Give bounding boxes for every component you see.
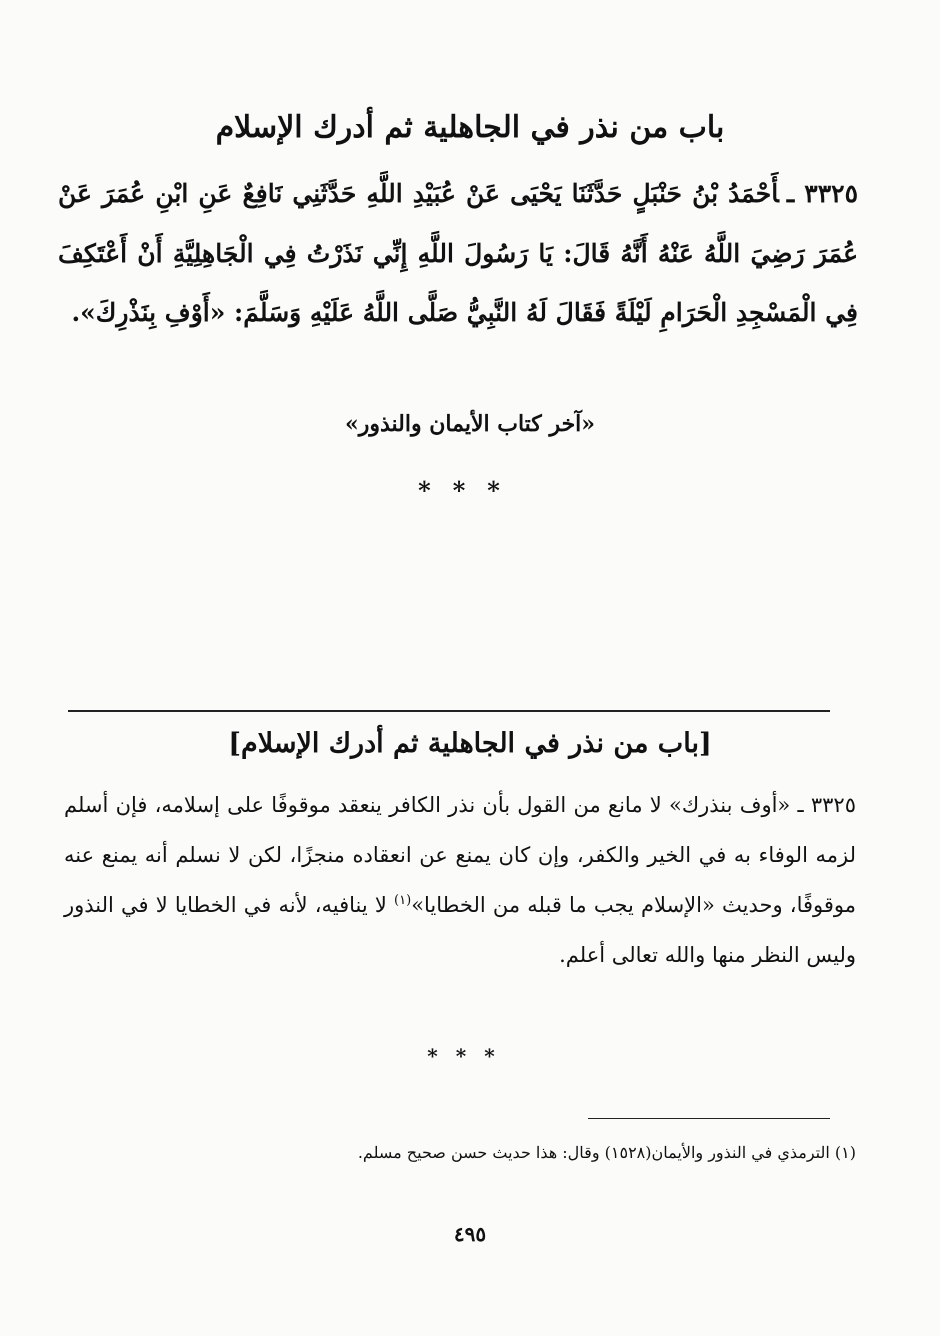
commentary-title: [باب من نذر في الجاهلية ثم أدرك الإسلام] — [228, 728, 712, 759]
page-number: ٤٩٥ — [453, 1222, 487, 1246]
footnote-divider — [588, 1118, 830, 1119]
commentary-body-tail: لا ينافيه، لأنه في الخطايا لا في النذور وليس النظر منها والله تعالى أعلم. — [64, 893, 856, 967]
separator-stars: *** — [418, 476, 522, 505]
commentary-divider — [68, 710, 830, 712]
footnote: (١) الترمذي في النذور والأيمان(١٥٢٨) وقال: هذا حديث حسن صحيح مسلم. — [357, 1143, 856, 1162]
hadith-text — [58, 164, 858, 343]
commentary-body: ٣٣٢٥ ـ «أوف بنذرك» لا مانع من القول بأن نذر الكافر ينعقد موقوفًا على إسلامه، فإن أسلم لزمه الوفاء به في الخير والكفر، وإن كان يمنع عن انعقاده منجزًا، لكن لا نسلم أنه يمنع عنه موقوفًا، وحديث «الإسلام يجب ما قبله من الخطايا» — [64, 793, 856, 917]
separator-stars-2: *** — [427, 1044, 513, 1068]
commentary-text — [64, 780, 856, 980]
hadith-number: ٣٣٢٥ ـ — [786, 179, 859, 208]
hadith-body: أَحْمَدُ بْنُ حَنْبَلٍ حَدَّثَنَا يَحْيَى عَنْ عُبَيْدِ اللَّهِ حَدَّثَنِي نَافِعٌ عَنِ ابْنِ عُمَرَ عَنْ عُمَرَ رَضِيَ اللَّهُ عَنْهُ أَنَّهُ قَالَ: يَا رَسُولَ اللَّهِ إِنِّي نَذَرْتُ فِي الْجَاهِلِيَّةِ أَنْ أَعْتَكِفَ فِي الْمَسْجِدِ الْحَرَامِ لَيْلَةً فَقَالَ لَهُ النَّبِيُّ صَلَّى اللَّهُ عَلَيْهِ وَسَلَّمَ: «أَوْفِ بِنَذْرِكَ». — [58, 179, 858, 327]
footnote-reference[interactable]: (١) — [394, 893, 412, 908]
book-end-note: «آخر كتاب الأيمان والنذور» — [344, 411, 596, 437]
chapter-title: باب من نذر في الجاهلية ثم أدرك الإسلام — [215, 110, 725, 145]
